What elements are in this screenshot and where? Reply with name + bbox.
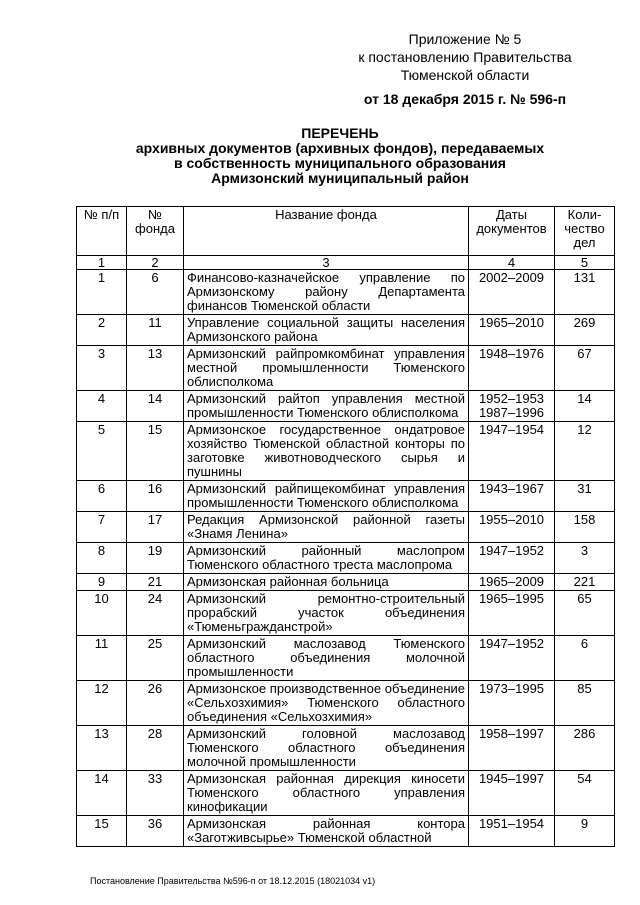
funds-table: [76, 206, 615, 847]
fund-number: 6: [127, 270, 184, 315]
document-dates: 1947–1952: [469, 543, 555, 574]
fund-number: 36: [127, 816, 184, 847]
row-number: 5: [77, 422, 127, 481]
fund-number: 28: [127, 726, 184, 771]
row-number: 10: [77, 591, 127, 636]
row-number: 13: [77, 726, 127, 771]
document-dates: 1958–1997: [469, 726, 555, 771]
table-row: [77, 346, 615, 391]
fund-name: Армизонская районная контора «Заготживсырье» Тюменской областной: [184, 816, 469, 847]
fund-number: 17: [127, 512, 184, 543]
document-dates: 1952–1953 1987–1996: [469, 391, 555, 422]
document-title: [60, 126, 620, 186]
file-count: 12: [555, 422, 615, 481]
file-count: 67: [555, 346, 615, 391]
appendix-header: [345, 30, 585, 108]
document-dates: 1965–2010: [469, 315, 555, 346]
file-count: 85: [555, 681, 615, 726]
title-line-2: архивных документов (архивных фондов), передаваемых: [135, 140, 545, 156]
fund-name: Армизонский районный маслопром Тюменского областного треста маслопрома: [184, 543, 469, 574]
file-count: 9: [555, 816, 615, 847]
fund-number: 21: [127, 574, 184, 591]
fund-name: Финансово-казначейское управление по Армизонскому району Департамента финансов Тюменской области: [184, 270, 469, 315]
fund-name: Армизонское государственное ондатровое хозяйство Тюменской областной конторы по заготовке животноводческого сырья и пушнины: [184, 422, 469, 481]
fund-name: Редакция Армизонской районной газеты «Знамя Ленина»: [184, 512, 469, 543]
row-number: 7: [77, 512, 127, 543]
row-number: 12: [77, 681, 127, 726]
table-body: [77, 270, 615, 847]
page-footer: Постановление Правительства №596-п от 18.12.2015 (18021034 v1): [90, 876, 376, 886]
title-line-1: ПЕРЕЧЕНЬ: [301, 125, 379, 141]
fund-name: Армизонский ремонтно-строительный прорабский участок объединения «Тюменьгражданстрой»: [184, 591, 469, 636]
document-dates: 1951–1954: [469, 816, 555, 847]
table-row: [77, 543, 615, 574]
row-number: 15: [77, 816, 127, 847]
file-count: 65: [555, 591, 615, 636]
table-row: [77, 591, 615, 636]
document-dates: 1945–1997: [469, 771, 555, 816]
document-dates: 1943–1967: [469, 481, 555, 512]
document-dates: 2002–2009: [469, 270, 555, 315]
appendix-line-1: к постановлению Правительства: [358, 49, 572, 65]
appendix-date: от 18 декабря 2015 г. № 596-п: [363, 91, 567, 107]
header-name: Название фонда: [184, 207, 469, 256]
fund-name: Управление социальной защиты населения Армизонского района: [184, 315, 469, 346]
file-count: 286: [555, 726, 615, 771]
file-count: 269: [555, 315, 615, 346]
fund-number: 26: [127, 681, 184, 726]
index-cell: 1: [77, 256, 127, 270]
table-row: [77, 726, 615, 771]
row-number: 14: [77, 771, 127, 816]
table-header-row: [77, 207, 615, 256]
appendix-line-2: Тюменской области: [400, 67, 530, 83]
fund-number: 13: [127, 346, 184, 391]
header-dates: Даты документов: [469, 207, 555, 256]
file-count: 131: [555, 270, 615, 315]
fund-name: Армизонский райпромкомбинат управления местной промышленности Тюменского облисполкома: [184, 346, 469, 391]
index-cell: 3: [184, 256, 469, 270]
document-dates: 1965–1995: [469, 591, 555, 636]
table-row: [77, 315, 615, 346]
header-count: Коли-чество дел: [555, 207, 615, 256]
table-row: [77, 270, 615, 315]
table-row: [77, 636, 615, 681]
fund-number: 33: [127, 771, 184, 816]
fund-number: 19: [127, 543, 184, 574]
table-row: [77, 681, 615, 726]
fund-number: 11: [127, 315, 184, 346]
row-number: 6: [77, 481, 127, 512]
fund-number: 24: [127, 591, 184, 636]
table-row: [77, 481, 615, 512]
index-cell: 4: [469, 256, 555, 270]
table-row: [77, 512, 615, 543]
document-dates: 1973–1995: [469, 681, 555, 726]
appendix-number: Приложение № 5: [408, 31, 522, 47]
fund-name: Армизонская районная больница: [184, 574, 469, 591]
document-dates: 1948–1976: [469, 346, 555, 391]
document-dates: 1965–2009: [469, 574, 555, 591]
header-fund: № фонда: [127, 207, 184, 256]
row-number: 2: [77, 315, 127, 346]
document-dates: 1947–1954: [469, 422, 555, 481]
document-dates: 1947–1952: [469, 636, 555, 681]
title-line-4: Армизонский муниципальный район: [211, 170, 469, 186]
file-count: 6: [555, 636, 615, 681]
file-count: 14: [555, 391, 615, 422]
file-count: 3: [555, 543, 615, 574]
table-row: [77, 816, 615, 847]
table-index-row: [77, 256, 615, 270]
file-count: 31: [555, 481, 615, 512]
title-line-3: в собственность муниципального образования: [174, 155, 506, 171]
file-count: 221: [555, 574, 615, 591]
fund-name: Армизонский райпищекомбинат управления промышленности Тюменского облисполкома: [184, 481, 469, 512]
row-number: 8: [77, 543, 127, 574]
fund-name: Армизонский райтоп управления местной промышленности Тюменского облисполкома: [184, 391, 469, 422]
fund-name: Армизонский маслозавод Тюменского областного объединения молочной промышленности: [184, 636, 469, 681]
fund-name: Армизонская районная дирекция киносети Тюменского областного управления кинофикации: [184, 771, 469, 816]
fund-number: 15: [127, 422, 184, 481]
table-row: [77, 771, 615, 816]
row-number: 1: [77, 270, 127, 315]
file-count: 158: [555, 512, 615, 543]
table-row: [77, 422, 615, 481]
row-number: 9: [77, 574, 127, 591]
fund-number: 16: [127, 481, 184, 512]
fund-number: 14: [127, 391, 184, 422]
fund-name: Армизонское производственное объединение «Сельхозхимия» Тюменского областного объединения «Сельхозхимия»: [184, 681, 469, 726]
index-cell: 5: [555, 256, 615, 270]
row-number: 3: [77, 346, 127, 391]
row-number: 11: [77, 636, 127, 681]
funds-table-wrap: [76, 206, 614, 847]
document-dates: 1955–2010: [469, 512, 555, 543]
header-num: № п/п: [77, 207, 127, 256]
row-number: 4: [77, 391, 127, 422]
fund-number: 25: [127, 636, 184, 681]
table-row: [77, 391, 615, 422]
table-row: [77, 574, 615, 591]
fund-name: Армизонский головной маслозавод Тюменского областного объединения молочной промышленности: [184, 726, 469, 771]
file-count: 54: [555, 771, 615, 816]
index-cell: 2: [127, 256, 184, 270]
